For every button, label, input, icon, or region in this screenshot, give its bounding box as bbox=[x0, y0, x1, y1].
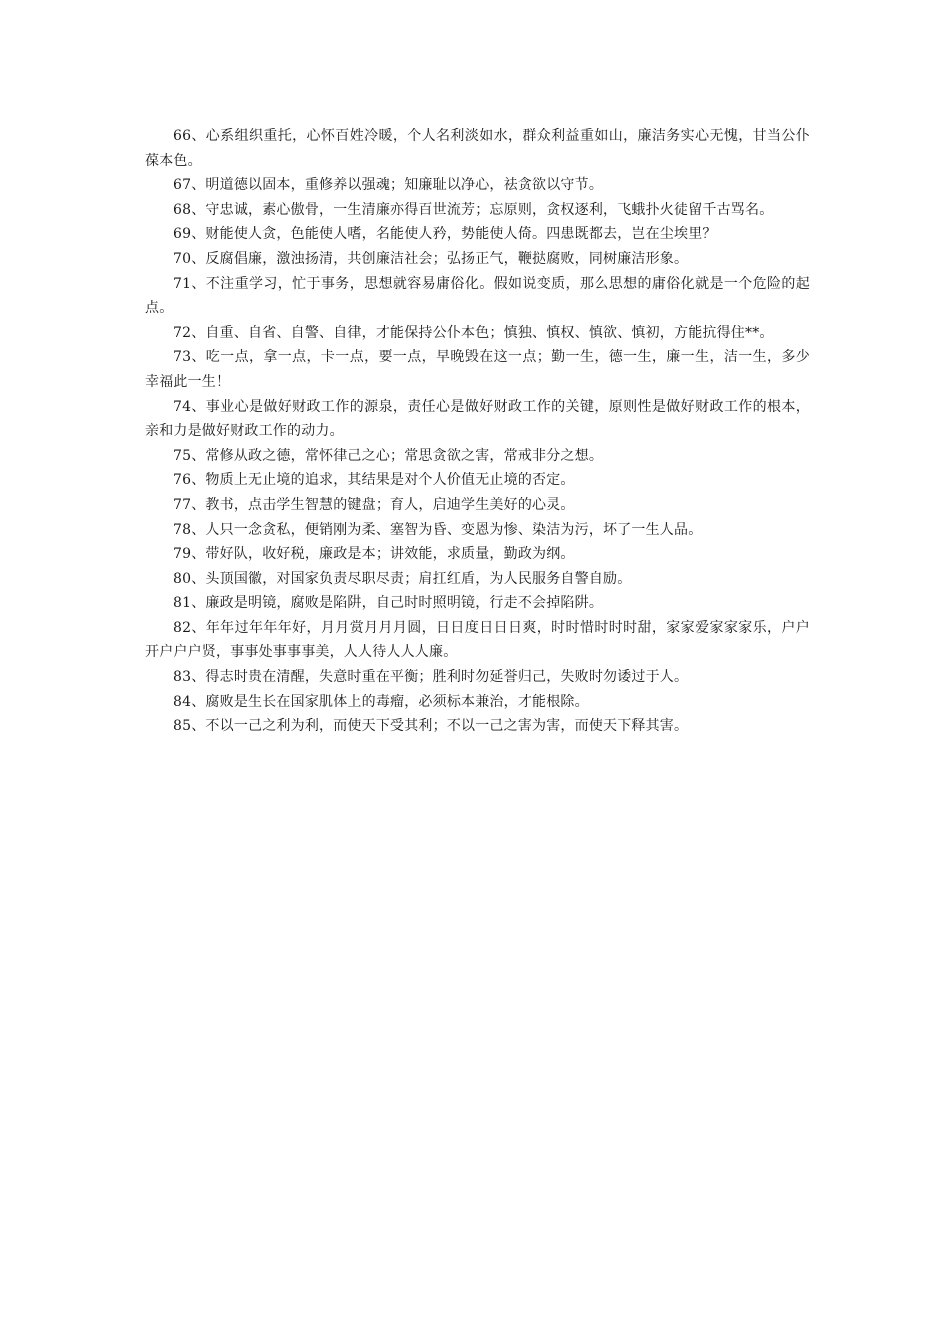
paragraph-66: 66、心系组织重托，心怀百姓冷暖，个人名利淡如水，群众利益重如山，廉洁务实心无愧，甘当公仆葆本色。 bbox=[145, 128, 810, 169]
paragraph-81: 81、廉政是明镜，腐败是陷阱，自己时时照明镜，行走不会掉陷阱。 bbox=[173, 595, 604, 612]
paragraph-75: 75、常修从政之德，常怀律己之心；常思贪欲之害，常戒非分之想。 bbox=[173, 447, 604, 464]
paragraph-85: 85、不以一己之利为利，而使天下受其利；不以一己之害为害，而使天下释其害。 bbox=[173, 718, 689, 735]
paragraph-71: 71、不注重学习，忙于事务，思想就容易庸俗化。假如说变质，那么思想的庸俗化就是一个危险的起点。 bbox=[145, 275, 810, 317]
paragraph-84: 84、腐败是生长在国家肌体上的毒瘤，必须标本兼治，才能根除。 bbox=[173, 693, 589, 710]
paragraph-76: 76、物质上无止境的追求，其结果是对个人价值无止境的否定。 bbox=[173, 472, 575, 489]
paragraph-82: 82、年年过年年年好，月月赏月月月圆，日日度日日日爽，时时惜时时时甜，家家爱家家家乐，户户开户户户贤，事事处事事事美，人人待人人人廉。 bbox=[145, 619, 810, 661]
paragraph-72: 72、自重、自省、自警、自律，才能保持公仆本色；慎独、慎权、慎欲、慎初，方能抗得住**。 bbox=[173, 324, 774, 341]
paragraph-79: 79、带好队，收好税，廉政是本；讲效能，求质量，勤政为纲。 bbox=[173, 546, 575, 563]
paragraph-80: 80、头顶国徽，对国家负责尽职尽责；肩扛红盾，为人民服务自警自励。 bbox=[173, 570, 632, 587]
paragraph-74: 74、事业心是做好财政工作的源泉，责任心是做好财政工作的关键，原则性是做好财政工作的根本，亲和力是做好财政工作的动力。 bbox=[145, 398, 810, 440]
paragraph-73: 73、吃一点，拿一点，卡一点，要一点，早晚毁在这一点；勤一生，德一生，廉一生，洁一生，多少幸福此一生！ bbox=[145, 349, 810, 390]
paragraph-83: 83、得志时贵在清醒，失意时重在平衡；胜利时勿延誉归己，失败时勿诿过于人。 bbox=[173, 669, 689, 686]
document-body bbox=[145, 124, 810, 739]
paragraph-70: 70、反腐倡廉，激浊扬清，共创廉洁社会；弘扬正气，鞭挞腐败，同树廉洁形象。 bbox=[173, 250, 689, 267]
paragraph-68: 68、守忠诚，素心傲骨，一生清廉亦得百世流芳；忘原则，贪权逐利，飞蛾扑火徒留千古骂名。 bbox=[173, 201, 774, 218]
paragraph-67: 67、明道德以固本，重修养以强魂；知廉耻以净心，祛贪欲以守节。 bbox=[173, 177, 604, 194]
paragraph-78: 78、人只一念贪私，便销刚为柔、塞智为昏、变恩为惨、染洁为污，坏了一生人品。 bbox=[173, 521, 703, 538]
paragraph-69: 69、财能使人贪，色能使人嗜，名能使人矜，势能使人倚。四患既都去，岂在尘埃里？ bbox=[173, 226, 717, 243]
paragraph-77: 77、教书，点击学生智慧的键盘；育人，启迪学生美好的心灵。 bbox=[173, 496, 575, 513]
